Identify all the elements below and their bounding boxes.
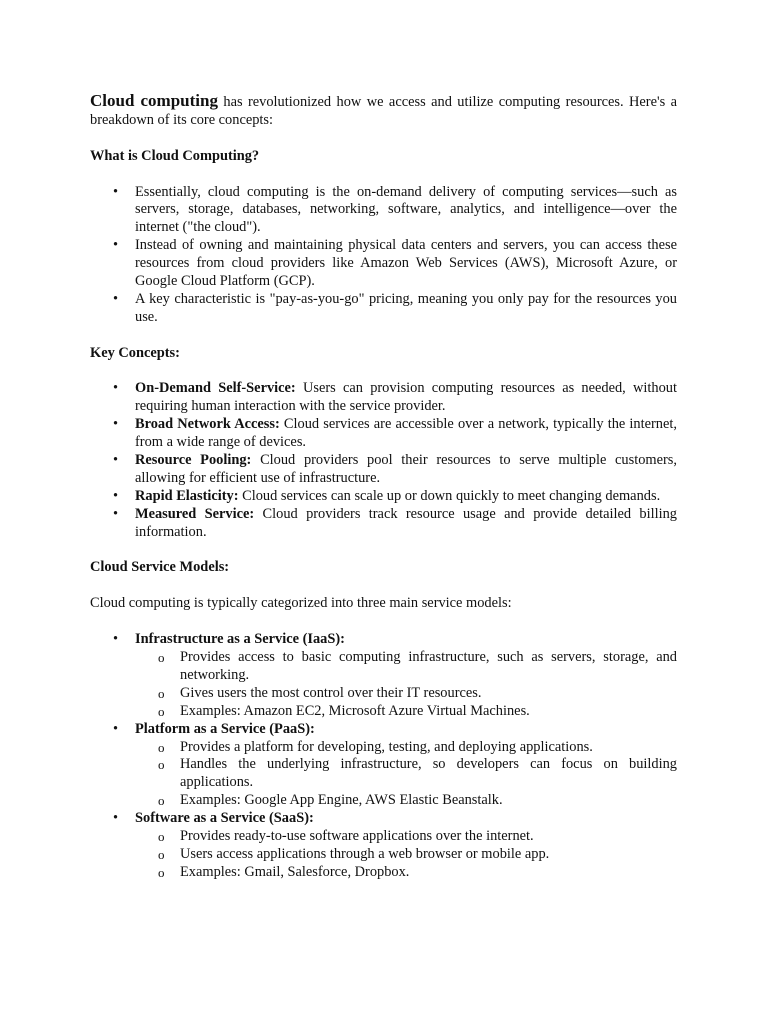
concept-label: Measured Service:: [135, 505, 255, 522]
document-page: [90, 92, 677, 882]
concept-label: On-Demand Self-Service:: [135, 380, 296, 397]
list-item: [90, 380, 677, 416]
sub-list-item: o Provides a platform for developing, testing, and deploying applications.: [135, 739, 677, 757]
service-models-heading: Cloud Service Models:: [90, 559, 230, 576]
model-points: [135, 828, 677, 882]
sub-list-item: o Handles the underlying infrastructure, so developers can focus on building applications.: [135, 756, 677, 792]
sub-list-item: o Examples: Google App Engine, AWS Elastic Beanstalk.: [135, 792, 677, 810]
concept-label: Rapid Elasticity:: [135, 487, 239, 504]
model-name: Software as a Service (SaaS):: [135, 810, 314, 827]
list-item: • Essentially, cloud computing is the on-demand delivery of computing services—such as servers, storage, databases, networking, software, analytics, and intelligence—over the internet ("the cloud").: [90, 184, 677, 238]
list-item: [90, 416, 677, 452]
model-item: [90, 631, 677, 721]
list-item: [90, 506, 677, 542]
list-item: • Instead of owning and maintaining physical data centers and servers, you can access these resources from cloud providers like Amazon Web Services (AWS), Microsoft Azure, or Google Cloud Platform (GCP).: [90, 237, 677, 291]
sub-list-item: o Examples: Gmail, Salesforce, Dropbox.: [135, 864, 677, 882]
list-item: [90, 452, 677, 488]
concept-text: Cloud providers track resource usage and provide detailed billing information.: [135, 505, 677, 540]
service-models-list: [90, 631, 677, 882]
list-item: • A key characteristic is "pay-as-you-go" pricing, meaning you only pay for the resources you use.: [90, 291, 677, 327]
concept-text: Cloud services are accessible over a network, typically the internet, from a wide range of devices.: [135, 416, 677, 451]
model-name: Infrastructure as a Service (IaaS):: [135, 631, 345, 648]
sub-list-item: o Examples: Amazon EC2, Microsoft Azure Virtual Machines.: [135, 703, 677, 721]
list-item: [90, 488, 677, 506]
service-models-intro: Cloud computing is typically categorized into three main service models:: [90, 595, 512, 612]
concept-label: Broad Network Access:: [135, 416, 280, 433]
intro-lead: Cloud computing: [90, 91, 218, 110]
what-is-heading: What is Cloud Computing?: [90, 147, 260, 164]
sub-list-item: o Gives users the most control over their IT resources.: [135, 685, 677, 703]
concept-text: Cloud providers pool their resources to serve multiple customers, allowing for efficient use of infrastructure.: [135, 452, 677, 486]
concept-label: Resource Pooling:: [135, 452, 252, 469]
model-points: [135, 739, 677, 811]
key-concepts-heading: Key Concepts:: [90, 344, 180, 361]
sub-list-item: o Provides ready-to-use software applications over the internet.: [135, 828, 677, 846]
model-points: [135, 649, 677, 721]
sub-list-item: o Users access applications through a web browser or mobile app.: [135, 846, 677, 864]
intro-paragraph: [90, 92, 677, 130]
model-name: Platform as a Service (PaaS):: [135, 720, 315, 737]
key-concepts-list: [90, 380, 677, 541]
concept-text: Users can provision computing resources as needed, without requiring human interaction with the service provider.: [135, 380, 677, 415]
model-item: [90, 810, 677, 882]
model-item: [90, 721, 677, 811]
what-is-list: [90, 184, 677, 327]
sub-list-item: o Provides access to basic computing infrastructure, such as servers, storage, and networking.: [135, 649, 677, 685]
concept-text: Cloud services can scale up or down quickly to meet changing demands.: [238, 487, 661, 504]
intro-text: has revolutionized how we access and utilize computing resources. Here's a breakdown of its core concepts:: [90, 94, 677, 128]
